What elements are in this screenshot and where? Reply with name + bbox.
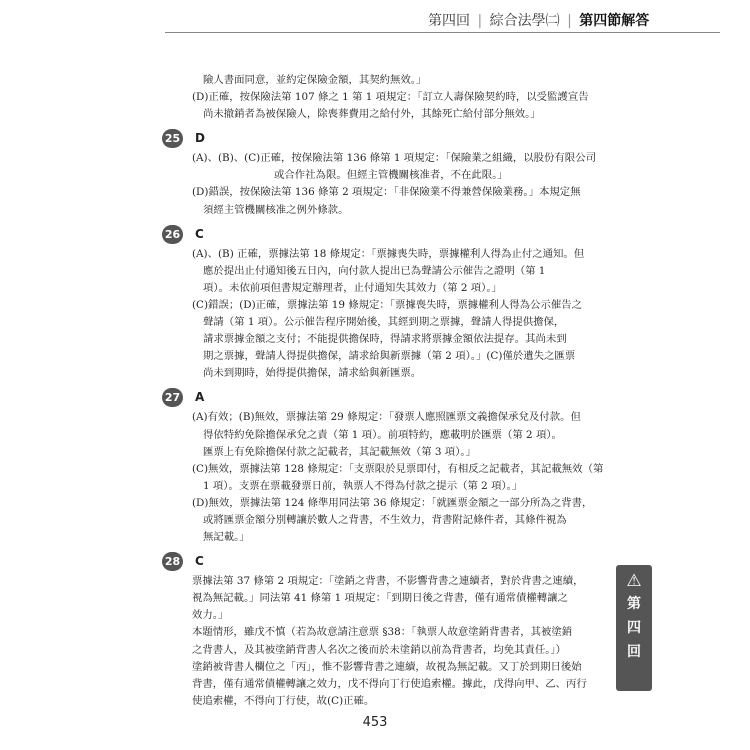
question-header — [164, 387, 604, 407]
text-line: (A)、(B)、(C)正確，按保險法第 136 條第 1 項規定：「保險業之組織，以股份有限公司 — [192, 152, 596, 165]
chapter-side-tab — [616, 565, 652, 691]
text-line: 須經主管機關核准之例外條款。 — [203, 203, 349, 216]
text-line: 期之票據，聲請人得提供擔保，請求給與新票據（第 2 項）。」(C)僅於遺失之匯票 — [203, 350, 576, 363]
question-header — [164, 224, 604, 244]
text-line: 效力。」 — [192, 609, 229, 622]
header-rule — [165, 32, 720, 33]
text-line: 尚未到期時，始得提供擔保，請求給與新匯票。 — [203, 367, 422, 380]
text-line: 應於提出止付通知後五日內，向付款人提出已為聲請公示催告之證明（第 1 — [203, 264, 546, 277]
warning-icon: ⚠ — [626, 571, 642, 591]
running-header — [428, 10, 649, 30]
question-number-badge: 26 — [162, 225, 183, 244]
text-line: (C)錯誤；(D)正確，票據法第 19 條規定：「票據喪失時，票據權利人得為公示催告之 — [192, 298, 583, 311]
text-line: 背書，僅有通常債權轉讓之效力，戊不得向丁行使追索權。據此，戊得向甲、乙、丙行 — [192, 677, 587, 690]
text-line: 使追索權，不得向丁行使，故(C)正確。 — [192, 694, 375, 707]
header-separator: | — [567, 13, 572, 29]
text-line: (D)錯誤，按保險法第 136 條第 2 項規定：「非保險業不得兼營保險業務。」本規定無 — [192, 186, 581, 199]
tab-char: 回 — [627, 644, 641, 660]
answer-letter: A — [195, 390, 205, 405]
text-line: (C)無效，票據法第 128 條規定：「支票限於見票即付，有相反之記載者，其記載無效（第 — [192, 462, 604, 475]
answer-content — [164, 72, 604, 710]
question-header — [164, 551, 604, 571]
text-line: 險人書面同意，並約定保險金額，其契約無效。」 — [203, 74, 427, 86]
text-line: 尚未撤銷者為被保險人，除喪葬費用之給付外，其餘死亡給付部分無效。」 — [203, 108, 541, 121]
header-chapter: 第四回 — [428, 13, 470, 29]
text-line: 請求票據金額之支付；不能提供擔保時，得請求將票據金額依法提存。其尚未到 — [203, 333, 567, 346]
header-subject: 綜合法學㈡ — [489, 13, 560, 29]
text-line: 匯票上有免除擔保付款之記載者，其記載無效（第 3 項）。」 — [203, 445, 476, 458]
text-line: 1 項）。支票在票載發票日前，執票人不得為付款之提示（第 2 項）。」 — [203, 479, 523, 492]
text-line: 之背書人，及其被塗銷背書人名次之後而於未塗銷以前為背書者，均免其責任。」） — [192, 643, 567, 656]
text-line: (A)、(B) 正確，票據法第 18 條規定：「票據喪失時，票據權利人得為止付之通知。但 — [192, 247, 585, 260]
text-line: 視為無記載。」同法第 41 條第 1 項規定：「到期日後之背書，僅有通常債權轉讓之 — [192, 592, 568, 605]
tab-char: 四 — [627, 620, 641, 636]
text-line: 項）。未依前項但書規定辦理者，止付通知失其效力（第 2 項）。」 — [203, 281, 502, 294]
text-line: (D)無效，票據法第 124 條準用同法第 36 條規定：「就匯票金額之一部分所為之背書， — [192, 496, 593, 509]
text-line: 聲請（第 1 項）。公示催告程序開始後，其經到期之票據，聲請人得提供擔保， — [203, 316, 565, 329]
question-number-badge: 27 — [162, 388, 183, 407]
text-line: (A)有效；(B)無效，票據法第 29 條規定：「發票人應照匯票文義擔保承兌及付款。但 — [192, 411, 581, 424]
question-number-badge: 28 — [162, 552, 183, 571]
question-header — [164, 128, 604, 148]
text-line: 票據法第 37 條第 2 項規定：「塗銷之背書，不影響背書之連續者，對於背書之連續， — [192, 575, 584, 588]
answer-letter: C — [195, 554, 204, 569]
answer-letter: C — [195, 226, 204, 241]
tab-char: 第 — [627, 596, 641, 612]
text-line: (D)正確，按保險法第 107 條之 1 第 1 項規定：「訂立人壽保險契約時，以受監護宣告 — [192, 91, 589, 104]
page-number: 453 — [362, 715, 388, 730]
header-separator: | — [477, 13, 483, 29]
text-line: 或合作社為限。但經主管機關核准者，不在此限。」 — [274, 169, 508, 182]
text-line: 本題情形，雖戊不慎（若為故意請注意票 §38：「執票人故意塗銷背書者，其被塗銷 — [192, 626, 573, 639]
text-line: 塗銷被背書人欄位之「丙」，惟不影響背書之連續，故視為無記載。又丁於到期日後始 — [192, 660, 582, 673]
question-number-badge: 25 — [162, 129, 183, 148]
answer-letter: D — [195, 131, 205, 146]
text-line: 或將匯票金額分別轉讓於數人之背書，不生效力，背書附記條件者，其條件視為 — [203, 513, 567, 526]
text-line: 得依特約免除擔保承兌之責（第 1 項）。前項特約，應載明於匯票（第 2 項）。 — [203, 428, 562, 441]
text-line: 無記載。」 — [203, 531, 250, 544]
header-section: 第四節解答 — [579, 13, 650, 29]
